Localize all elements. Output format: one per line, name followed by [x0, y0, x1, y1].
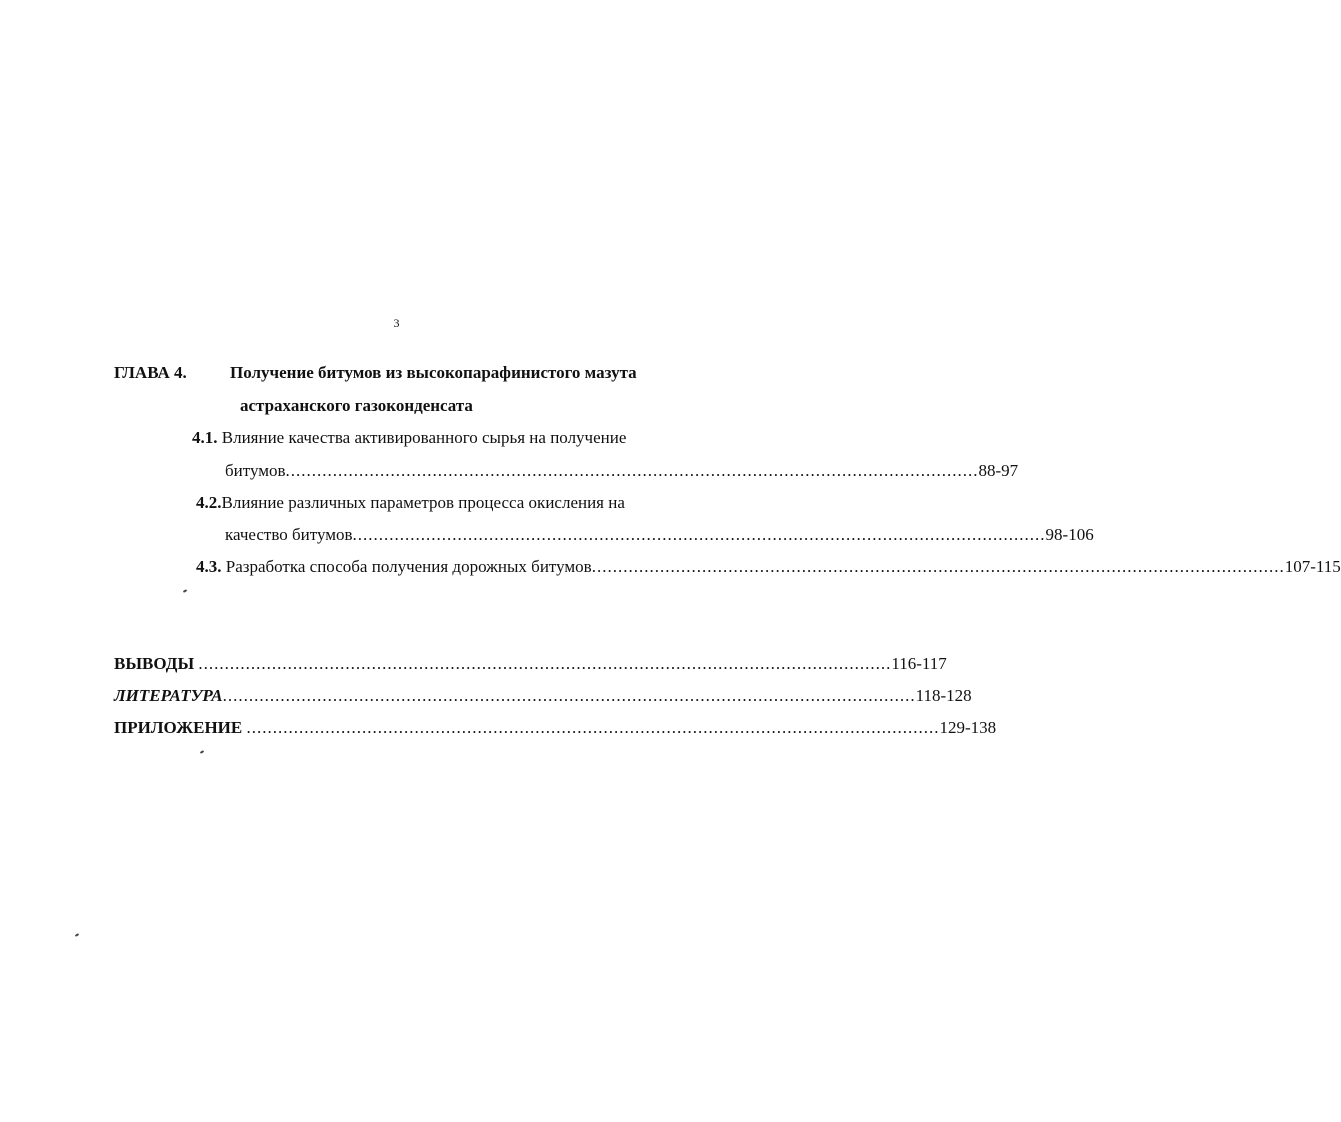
toc-entry-appendix[interactable] — [114, 718, 997, 738]
section-title: Влияние качества активированного сырья на получение — [221, 428, 627, 447]
toc-entry-4-2-line2[interactable] — [225, 525, 1094, 545]
scan-speck — [75, 933, 79, 937]
toc-entry-literature[interactable] — [114, 686, 972, 706]
leader-dots: .................................................................................................................................... — [285, 461, 979, 480]
page-range: 98-106 — [1045, 525, 1094, 544]
scan-speck — [200, 750, 204, 754]
page-range: 88-97 — [978, 461, 1019, 480]
page-number: 3 — [393, 316, 400, 330]
scan-speck — [183, 589, 187, 593]
section-number: 4.1. — [192, 428, 218, 447]
toc-entry-4-1-line2[interactable] — [225, 461, 1019, 481]
section-number: 4.2. — [196, 493, 222, 512]
leader-dots: .................................................................................................................................... — [591, 557, 1285, 576]
leader-dots: .................................................................................................................................... — [198, 654, 892, 673]
leader-dots: .................................................................................................................................... — [222, 686, 916, 705]
chapter-title-line1: Получение битумов из высокопарафинистого мазута — [230, 363, 637, 382]
section-title: Влияние различных параметров процесса окисления на — [221, 493, 625, 512]
page-range: 107-115 — [1284, 557, 1341, 576]
page-range: 118-128 — [915, 686, 972, 705]
back-matter-label: ВЫВОДЫ — [114, 654, 195, 673]
leader-dots: .................................................................................................................................... — [352, 525, 1046, 544]
toc-entry-4-1-line1[interactable] — [192, 428, 626, 448]
section-title: Разработка способа получения дорожных битумов — [225, 557, 592, 576]
chapter-title-line2: астраханского газоконденсата — [240, 396, 473, 415]
section-title-continued: битумов — [225, 461, 286, 480]
page-range: 129-138 — [939, 718, 997, 737]
back-matter-label: ПРИЛОЖЕНИЕ — [114, 718, 243, 737]
toc-entry-conclusions[interactable] — [114, 654, 947, 674]
toc-entry-4-3[interactable] — [196, 557, 1341, 577]
back-matter-label: ЛИТЕРАТУРА — [114, 686, 223, 705]
section-number: 4.3. — [196, 557, 222, 576]
section-title-continued: качество битумов — [225, 525, 353, 544]
leader-dots: .................................................................................................................................... — [246, 718, 940, 737]
page-range: 116-117 — [891, 654, 947, 673]
toc-entry-4-2-line1[interactable] — [196, 493, 625, 513]
chapter-label: ГЛАВА 4. — [114, 363, 187, 382]
